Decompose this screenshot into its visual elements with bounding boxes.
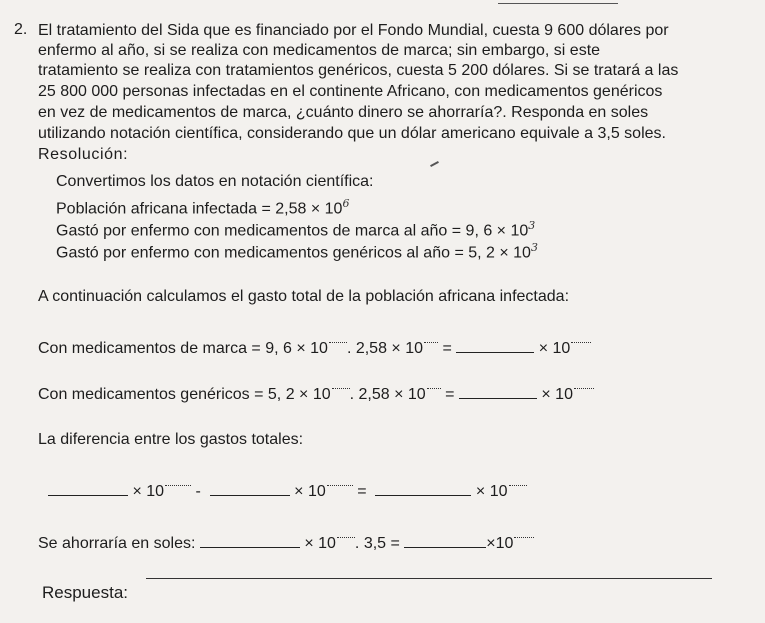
difference-times-ten-3: × 10 <box>475 483 508 500</box>
exponent-blank[interactable] <box>332 383 350 389</box>
problem-line-4: 25 800 000 personas infectadas en el continente Africano, con medicamentos genéricos <box>38 83 663 100</box>
difference-heading: La diferencia entre los gastos totales: <box>38 431 304 448</box>
brand-total-equals: = <box>442 340 452 357</box>
conversion-intro: Convertimos los datos en notación científica: <box>56 173 374 190</box>
top-rule <box>498 3 618 4</box>
generic-total-equals: = <box>445 386 455 403</box>
population-exponent: 6 <box>342 197 350 210</box>
difference-equals: = <box>357 483 367 500</box>
soles-times-ten: × 10 <box>304 535 336 552</box>
exponent-blank[interactable] <box>574 383 594 389</box>
soles-label: Se ahorraría en soles: <box>38 535 196 552</box>
brand-total-coefficient-blank[interactable] <box>456 337 534 353</box>
exponent-blank[interactable] <box>571 337 591 343</box>
brand-total-times-ten: × 10 <box>538 340 571 357</box>
difference-result-blank[interactable] <box>375 480 471 496</box>
exponent-blank[interactable] <box>329 337 347 343</box>
brand-total-prefix: Con medicamentos de marca = 9, 6 × 10 <box>38 340 328 357</box>
answer-label: Respuesta: <box>42 583 128 602</box>
exponent-blank[interactable] <box>165 480 191 486</box>
generic-cost-exponent: 3 <box>530 241 538 254</box>
exponent-blank[interactable] <box>514 532 534 538</box>
difference-blank-2[interactable] <box>210 480 290 496</box>
answer-line[interactable] <box>146 578 712 579</box>
exponent-blank[interactable] <box>327 480 353 486</box>
difference-blank-1[interactable] <box>48 480 128 496</box>
generic-total-mid: . 2,58 × 10 <box>349 386 426 403</box>
difference-line <box>48 480 527 502</box>
brand-total-line <box>38 337 591 359</box>
problem-line-2: enfermo al año, si se realiza con medicamentos de marca; sin embargo, si este <box>38 42 601 59</box>
brand-cost-exponent: 3 <box>528 219 536 232</box>
difference-times-ten-2: × 10 <box>294 483 326 500</box>
pencil-mark <box>430 161 439 167</box>
problem-line-1: El tratamiento del Sida que es financiado por el Fondo Mundial, cuesta 9 600 dólares por <box>38 22 669 39</box>
exponent-blank[interactable] <box>424 337 438 343</box>
generic-total-times-ten: × 10 <box>541 386 573 403</box>
exponent-blank[interactable] <box>337 532 355 538</box>
generic-cost-line <box>56 238 538 263</box>
population-label: Población africana infectada = 2,58 × 10 <box>56 200 343 218</box>
soles-coefficient-blank[interactable] <box>200 532 300 548</box>
problem-line-3: tratamiento se realiza con tratamientos genéricos, cuesta 5 200 dólares. Si se tratará a las <box>38 62 679 79</box>
soles-times-ten-result: ×10 <box>486 535 514 552</box>
resolution-heading: Resolución: <box>38 146 129 163</box>
problem-line-5: en vez de medicamentos de marca, ¿cuánto dinero se ahorraría?. Responda en soles <box>38 104 649 121</box>
generic-total-line <box>38 383 594 405</box>
generic-cost-label: Gastó por enfermo con medicamentos genéricos al año = 5, 2 × 10 <box>56 244 531 262</box>
problem-line-6: utilizando notación científica, considerando que un dólar americano equivale a 3,5 soles. <box>38 125 666 142</box>
difference-minus: - <box>195 483 201 500</box>
problem-number: 2. <box>14 21 28 38</box>
generic-total-coefficient-blank[interactable] <box>459 383 537 399</box>
totals-intro: A continuación calculamos el gasto total de la población africana infectada: <box>38 288 570 305</box>
difference-times-ten-1: × 10 <box>132 483 165 500</box>
generic-total-prefix: Con medicamentos genéricos = 5, 2 × 10 <box>38 386 331 403</box>
brand-total-mid: . 2,58 × 10 <box>346 340 423 357</box>
soles-result-blank[interactable] <box>404 532 486 548</box>
soles-rate: . 3,5 = <box>354 535 400 552</box>
brand-cost-label: Gastó por enfermo con medicamentos de marca al año = 9, 6 × 10 <box>56 222 529 240</box>
exponent-blank[interactable] <box>427 383 441 389</box>
exponent-blank[interactable] <box>509 480 527 486</box>
soles-line <box>38 532 534 554</box>
